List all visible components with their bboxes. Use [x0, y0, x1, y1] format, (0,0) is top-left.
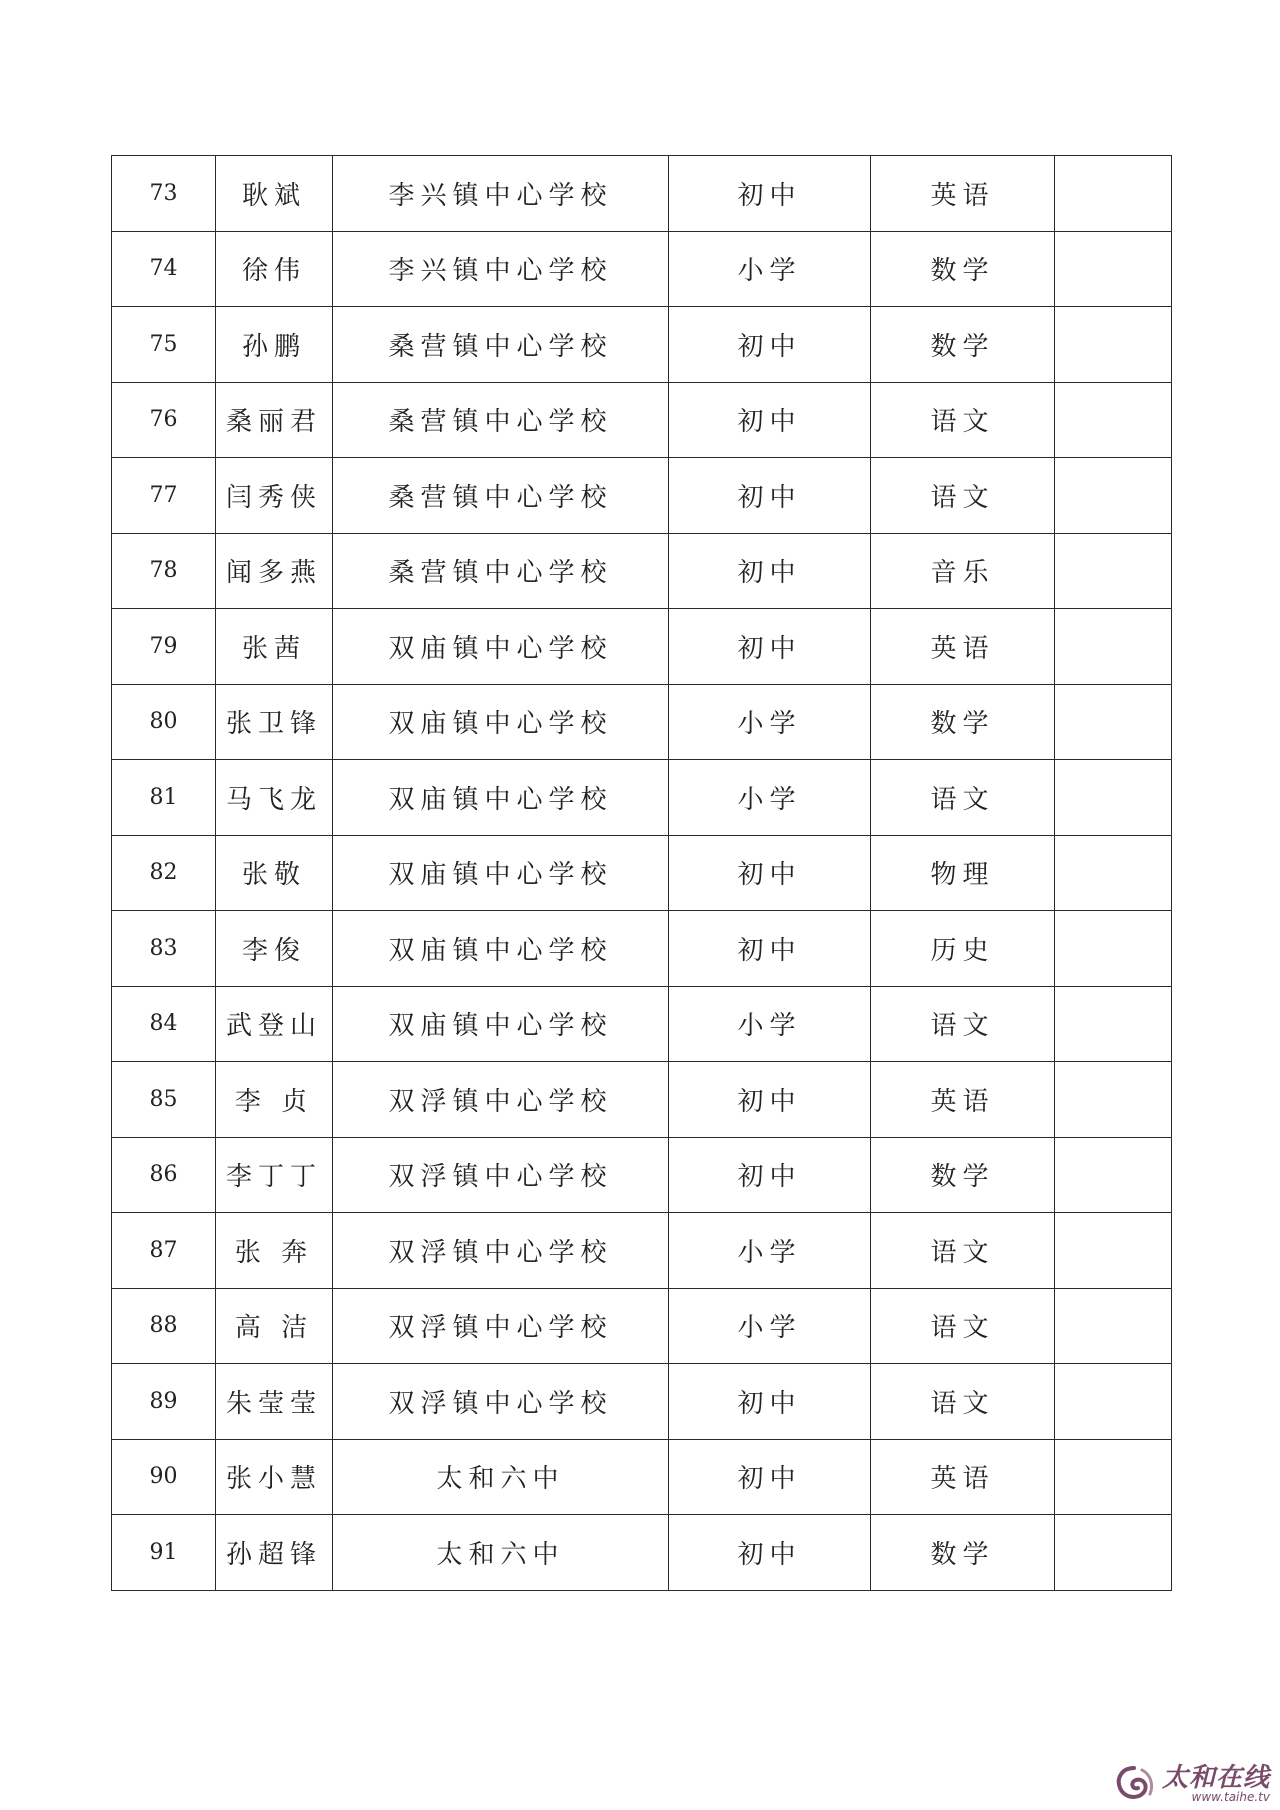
school-level-cell: 小学: [669, 1213, 871, 1289]
roster-table: [111, 155, 1172, 1591]
subject-cell: 英语: [871, 609, 1055, 685]
school-level-cell: 小学: [669, 231, 871, 307]
school-cell: 双浮镇中心学校: [333, 1062, 669, 1138]
teacher-name-cell: 张卫锋: [216, 684, 333, 760]
row-number-cell: 74: [112, 231, 216, 307]
table-row: [112, 609, 1172, 685]
teacher-name-cell: 孙鹏: [216, 307, 333, 383]
teacher-name-cell: 李丁丁: [216, 1137, 333, 1213]
remark-cell: [1055, 1137, 1172, 1213]
remark-cell: [1055, 1439, 1172, 1515]
school-level-cell: 初中: [669, 156, 871, 232]
remark-cell: [1055, 1288, 1172, 1364]
teacher-name-cell: 李俊: [216, 911, 333, 987]
row-number-cell: 86: [112, 1137, 216, 1213]
row-number-cell: 75: [112, 307, 216, 383]
school-cell: 李兴镇中心学校: [333, 231, 669, 307]
school-cell: 桑营镇中心学校: [333, 458, 669, 534]
teacher-name-cell: 张 奔: [216, 1213, 333, 1289]
row-number-cell: 76: [112, 382, 216, 458]
row-number-cell: 82: [112, 835, 216, 911]
table-row: [112, 684, 1172, 760]
remark-cell: [1055, 911, 1172, 987]
subject-cell: 历史: [871, 911, 1055, 987]
school-cell: 太和六中: [333, 1439, 669, 1515]
table-row: [112, 458, 1172, 534]
school-level-cell: 初中: [669, 1062, 871, 1138]
remark-cell: [1055, 986, 1172, 1062]
school-level-cell: 初中: [669, 911, 871, 987]
table-row: [112, 1213, 1172, 1289]
table-row: [112, 1364, 1172, 1440]
subject-cell: 物理: [871, 835, 1055, 911]
row-number-cell: 88: [112, 1288, 216, 1364]
row-number-cell: 90: [112, 1439, 216, 1515]
watermark-brand: 太和在线: [1161, 1763, 1270, 1793]
remark-cell: [1055, 1062, 1172, 1138]
teacher-name-cell: 桑丽君: [216, 382, 333, 458]
subject-cell: 语文: [871, 1364, 1055, 1440]
subject-cell: 语文: [871, 458, 1055, 534]
teacher-name-cell: 张敬: [216, 835, 333, 911]
subject-cell: 英语: [871, 1062, 1055, 1138]
row-number-cell: 77: [112, 458, 216, 534]
table-row: [112, 835, 1172, 911]
school-level-cell: 初中: [669, 1364, 871, 1440]
table-row: [112, 1515, 1172, 1591]
subject-cell: 语文: [871, 382, 1055, 458]
teacher-name-cell: 张茜: [216, 609, 333, 685]
school-cell: 桑营镇中心学校: [333, 382, 669, 458]
subject-cell: 音乐: [871, 533, 1055, 609]
table-row: [112, 760, 1172, 836]
subject-cell: 数学: [871, 684, 1055, 760]
row-number-cell: 81: [112, 760, 216, 836]
subject-cell: 语文: [871, 1213, 1055, 1289]
remark-cell: [1055, 1515, 1172, 1591]
school-cell: 双浮镇中心学校: [333, 1213, 669, 1289]
subject-cell: 英语: [871, 1439, 1055, 1515]
row-number-cell: 78: [112, 533, 216, 609]
row-number-cell: 89: [112, 1364, 216, 1440]
school-level-cell: 小学: [669, 684, 871, 760]
school-level-cell: 初中: [669, 382, 871, 458]
remark-cell: [1055, 1213, 1172, 1289]
subject-cell: 英语: [871, 156, 1055, 232]
subject-cell: 数学: [871, 307, 1055, 383]
table-row: [112, 307, 1172, 383]
school-cell: 双浮镇中心学校: [333, 1137, 669, 1213]
subject-cell: 语文: [871, 986, 1055, 1062]
school-level-cell: 初中: [669, 1515, 871, 1591]
row-number-cell: 79: [112, 609, 216, 685]
school-level-cell: 初中: [669, 533, 871, 609]
school-level-cell: 小学: [669, 1288, 871, 1364]
table-row: [112, 382, 1172, 458]
table-row: [112, 911, 1172, 987]
teacher-name-cell: 朱莹莹: [216, 1364, 333, 1440]
subject-cell: 数学: [871, 1515, 1055, 1591]
school-cell: 双浮镇中心学校: [333, 1288, 669, 1364]
teacher-name-cell: 武登山: [216, 986, 333, 1062]
row-number-cell: 87: [112, 1213, 216, 1289]
school-level-cell: 初中: [669, 307, 871, 383]
school-level-cell: 初中: [669, 458, 871, 534]
table-row: [112, 1288, 1172, 1364]
school-cell: 太和六中: [333, 1515, 669, 1591]
watermark-url: www.taihe.tv: [1191, 1790, 1270, 1804]
swirl-logo-icon: [1112, 1764, 1156, 1804]
school-cell: 双浮镇中心学校: [333, 1364, 669, 1440]
teacher-name-cell: 闻多燕: [216, 533, 333, 609]
table-row: [112, 231, 1172, 307]
teacher-name-cell: 耿斌: [216, 156, 333, 232]
table-row: [112, 156, 1172, 232]
row-number-cell: 73: [112, 156, 216, 232]
table-row: [112, 1439, 1172, 1515]
school-cell: 双庙镇中心学校: [333, 684, 669, 760]
teacher-name-cell: 高 洁: [216, 1288, 333, 1364]
roster-table-body: [112, 156, 1172, 1591]
remark-cell: [1055, 533, 1172, 609]
remark-cell: [1055, 684, 1172, 760]
school-cell: 双庙镇中心学校: [333, 760, 669, 836]
site-watermark: [1112, 1764, 1270, 1804]
row-number-cell: 85: [112, 1062, 216, 1138]
row-number-cell: 84: [112, 986, 216, 1062]
school-cell: 桑营镇中心学校: [333, 307, 669, 383]
teacher-name-cell: 李 贞: [216, 1062, 333, 1138]
school-level-cell: 小学: [669, 986, 871, 1062]
remark-cell: [1055, 458, 1172, 534]
row-number-cell: 83: [112, 911, 216, 987]
remark-cell: [1055, 156, 1172, 232]
school-cell: 桑营镇中心学校: [333, 533, 669, 609]
table-row: [112, 1062, 1172, 1138]
teacher-name-cell: 闫秀侠: [216, 458, 333, 534]
remark-cell: [1055, 231, 1172, 307]
remark-cell: [1055, 835, 1172, 911]
row-number-cell: 91: [112, 1515, 216, 1591]
row-number-cell: 80: [112, 684, 216, 760]
school-cell: 双庙镇中心学校: [333, 986, 669, 1062]
teacher-name-cell: 徐伟: [216, 231, 333, 307]
school-cell: 双庙镇中心学校: [333, 609, 669, 685]
school-level-cell: 初中: [669, 1137, 871, 1213]
school-cell: 双庙镇中心学校: [333, 911, 669, 987]
subject-cell: 语文: [871, 760, 1055, 836]
table-row: [112, 533, 1172, 609]
school-level-cell: 初中: [669, 835, 871, 911]
subject-cell: 语文: [871, 1288, 1055, 1364]
teacher-name-cell: 孙超锋: [216, 1515, 333, 1591]
teacher-name-cell: 张小慧: [216, 1439, 333, 1515]
table-row: [112, 986, 1172, 1062]
school-cell: 双庙镇中心学校: [333, 835, 669, 911]
remark-cell: [1055, 760, 1172, 836]
remark-cell: [1055, 307, 1172, 383]
school-level-cell: 初中: [669, 1439, 871, 1515]
school-level-cell: 初中: [669, 609, 871, 685]
remark-cell: [1055, 609, 1172, 685]
school-cell: 李兴镇中心学校: [333, 156, 669, 232]
remark-cell: [1055, 1364, 1172, 1440]
subject-cell: 数学: [871, 231, 1055, 307]
school-level-cell: 小学: [669, 760, 871, 836]
subject-cell: 数学: [871, 1137, 1055, 1213]
teacher-name-cell: 马飞龙: [216, 760, 333, 836]
remark-cell: [1055, 382, 1172, 458]
table-row: [112, 1137, 1172, 1213]
